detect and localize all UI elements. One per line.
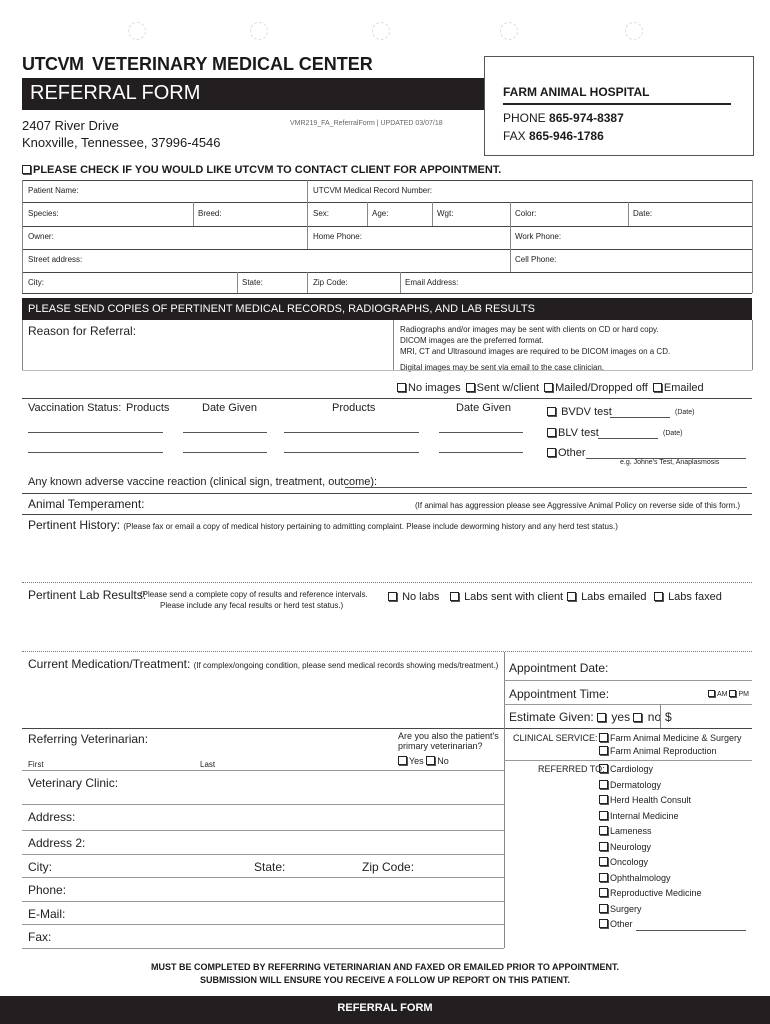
primary-vet-question-1: Are you also the patient's <box>398 731 499 741</box>
primary-yes-option[interactable] <box>398 756 424 766</box>
checkbox-icon[interactable] <box>653 383 662 392</box>
products-header-1: Products <box>126 402 170 414</box>
mailed-label: Mailed/Dropped off <box>555 382 648 394</box>
checkbox-icon[interactable] <box>388 592 397 601</box>
referring-vet-field[interactable]: Referring Veterinarian: <box>28 732 149 746</box>
other-test-label: Other <box>558 447 586 459</box>
blv-date-line[interactable] <box>598 438 658 439</box>
estimate-no-label: no <box>647 710 662 724</box>
bvdv-label: BVDV test <box>561 406 612 418</box>
footer-bar-title: REFERRAL FORM <box>337 1002 433 1014</box>
checkbox-icon[interactable] <box>547 428 556 437</box>
other-service-line[interactable] <box>636 930 746 931</box>
checkbox-icon[interactable] <box>729 690 736 697</box>
checkbox-icon[interactable] <box>547 407 556 416</box>
products-header-2: Products <box>332 402 376 414</box>
service-medicine-option[interactable] <box>599 733 742 743</box>
image-options <box>397 382 704 394</box>
service-medicine-label: Farm Animal Medicine & Surgery <box>610 733 742 743</box>
referred-to-item-label: Dermatology <box>610 779 662 790</box>
vet-fax-field[interactable]: Fax: <box>28 930 52 944</box>
service-reproduction-label: Farm Animal Reproduction <box>610 746 717 756</box>
vet-state-field[interactable]: State: <box>254 860 286 874</box>
vaccine-date-line[interactable] <box>439 452 523 453</box>
referred-to-item[interactable] <box>599 888 702 898</box>
vaccine-date-line[interactable] <box>183 432 267 433</box>
referred-to-item[interactable] <box>599 904 642 914</box>
checkbox-icon[interactable] <box>599 811 608 820</box>
referred-to-item[interactable] <box>599 873 671 883</box>
labs-faxed-label: Labs faxed <box>668 591 722 603</box>
footer-line-1: MUST BE COMPLETED BY REFERRING VETERINARIAN AND FAXED OR EMAILED PRIOR TO APPOINTMENT. <box>150 962 620 972</box>
referred-to-item-label: Internal Medicine <box>610 810 679 821</box>
contact-client-label: PLEASE CHECK IF YOU WOULD LIKE UTCVM TO CONTACT CLIENT FOR APPOINTMENT. <box>33 164 502 176</box>
vet-city-field[interactable]: City: <box>28 860 52 874</box>
estimate-no-option[interactable] <box>633 710 661 724</box>
am-pm-options <box>708 690 749 698</box>
appointment-date-field[interactable]: Appointment Date: <box>509 661 609 675</box>
owner-field[interactable]: Owner: <box>28 232 54 241</box>
vet-email-field[interactable]: E-Mail: <box>28 907 66 921</box>
checkbox-icon[interactable] <box>599 746 608 755</box>
decorative-circle <box>250 22 268 40</box>
vet-address2-field[interactable]: Address 2: <box>28 836 86 850</box>
no-labs-option[interactable] <box>388 591 439 603</box>
reason-for-referral-field[interactable]: Reason for Referral: <box>28 324 137 338</box>
breed-field[interactable]: Breed: <box>198 209 222 218</box>
vet-phone-field[interactable]: Phone: <box>28 883 67 897</box>
referred-to-item-label: Neurology <box>610 841 652 852</box>
am-option[interactable] <box>708 691 728 698</box>
checkbox-icon[interactable] <box>544 383 553 392</box>
referred-to-item[interactable] <box>599 919 633 929</box>
first-name-hint: First <box>28 760 44 769</box>
other-test-example: e.g. Johne's Test, Anaplasmosis <box>620 459 720 466</box>
emailed-option[interactable] <box>653 382 704 394</box>
labs-client-label: Labs sent with client <box>464 591 564 603</box>
street-field[interactable]: Street address: <box>28 255 83 264</box>
email-field[interactable]: Email Address: <box>405 278 459 287</box>
pm-label: PM <box>738 691 749 698</box>
fax-number: 865-946-1786 <box>529 129 604 143</box>
no-images-label: No images <box>408 382 461 394</box>
vaccine-product-line[interactable] <box>284 452 419 453</box>
cell-phone-field[interactable]: Cell Phone: <box>515 255 557 264</box>
vaccine-product-line[interactable] <box>28 452 163 453</box>
pm-option[interactable] <box>729 691 749 698</box>
referred-to-item[interactable] <box>599 842 651 852</box>
clinical-service-label: CLINICAL SERVICE: <box>513 733 598 743</box>
referred-to-item-label: Cardiology <box>610 764 654 774</box>
records-banner <box>22 298 752 320</box>
decorative-circle <box>500 22 518 40</box>
medication-label: Current Medication/Treatment: <box>28 657 191 671</box>
appointment-time-field[interactable]: Appointment Time: <box>509 687 610 701</box>
pertinent-history-label: Pertinent History: <box>28 518 121 532</box>
vet-zip-field[interactable]: Zip Code: <box>362 860 415 874</box>
checkbox-icon[interactable] <box>633 713 642 722</box>
no-images-option[interactable] <box>397 382 461 394</box>
referred-to-item-label: Surgery <box>610 903 642 914</box>
primary-no-label: No <box>437 756 449 766</box>
labs-emailed-label: Labs emailed <box>581 591 647 603</box>
bvdv-date-line[interactable] <box>610 417 670 418</box>
vaccination-status-label: Vaccination Status: <box>28 402 122 414</box>
checkbox-icon[interactable] <box>599 919 608 928</box>
checkbox-icon[interactable] <box>599 733 608 742</box>
sent-client-option[interactable] <box>466 382 539 394</box>
checkbox-icon[interactable] <box>599 764 608 773</box>
footer-line-2: SUBMISSION WILL ENSURE YOU RECEIVE A FOLLOW UP REPORT ON THIS PATIENT. <box>199 975 571 985</box>
vaccine-date-line[interactable] <box>439 432 523 433</box>
medication-field[interactable] <box>28 657 498 671</box>
temperament-note: (If animal has aggression please see Aggressive Animal Policy on reverse side of this form.) <box>415 501 741 510</box>
checkbox-icon[interactable] <box>599 780 608 789</box>
lab-note-1: (Please send a complete copy of results and reference intervals. <box>140 590 368 599</box>
radiograph-note-1: Radiographs and/or images may be sent with clients on CD or hard copy. <box>400 325 659 334</box>
work-phone-field[interactable]: Work Phone: <box>515 232 562 241</box>
checkbox-icon[interactable] <box>426 756 435 765</box>
checkbox-icon[interactable] <box>22 165 31 174</box>
species-field[interactable]: Species: <box>28 209 59 218</box>
referred-to-item-label: Herd Health Consult <box>610 795 692 805</box>
checkbox-icon[interactable] <box>599 904 608 913</box>
form-title: REFERRAL FORM <box>30 82 201 104</box>
contact-client-option[interactable] <box>22 164 501 176</box>
age-field[interactable]: Age: <box>372 209 389 218</box>
checkbox-icon[interactable] <box>398 756 407 765</box>
referred-to-item-label: Lameness <box>610 826 652 836</box>
utcvm-logo: UTCVM <box>22 54 84 74</box>
referred-to-item[interactable] <box>599 764 653 774</box>
checkbox-icon[interactable] <box>599 873 608 882</box>
blv-date-hint: (Date) <box>663 430 683 437</box>
state-field[interactable]: State: <box>242 278 263 287</box>
phone-label: PHONE <box>503 111 546 125</box>
weight-field[interactable]: Wgt: <box>437 209 454 218</box>
primary-vet-question-2: primary veterinarian? <box>398 741 483 751</box>
estimate-row <box>509 710 661 724</box>
estimate-label: Estimate Given: <box>509 710 594 724</box>
referred-to-item[interactable] <box>599 826 652 836</box>
address-line1: 2407 River Drive <box>22 118 119 133</box>
phone-number: 865-974-8387 <box>549 111 624 125</box>
labs-client-option[interactable] <box>450 591 563 603</box>
blv-test-option[interactable] <box>547 427 599 439</box>
adverse-reaction-line[interactable] <box>345 487 747 488</box>
estimate-yes-label: yes <box>611 710 631 724</box>
record-number-field[interactable]: UTCVM Medical Record Number: <box>313 186 433 195</box>
estimate-yes-option[interactable] <box>597 710 630 724</box>
color-field[interactable]: Color: <box>515 209 537 218</box>
checkbox-icon[interactable] <box>599 795 608 804</box>
vaccine-product-line[interactable] <box>28 432 163 433</box>
referred-to-item[interactable] <box>599 795 691 805</box>
checkbox-icon[interactable] <box>567 592 576 601</box>
bvdv-date-hint: (Date) <box>675 409 695 416</box>
bvdv-test-option[interactable] <box>547 406 612 418</box>
date-given-header-2: Date Given <box>456 402 512 414</box>
service-reproduction-option[interactable] <box>599 746 717 756</box>
blv-label: BLV test <box>558 427 599 439</box>
address-line2: Knoxville, Tennessee, 37996-4546 <box>22 135 221 150</box>
referred-to-item-label: Ophthalmology <box>610 872 671 883</box>
lab-results-field[interactable]: Pertinent Lab Results: <box>28 588 147 602</box>
medication-note: (If complex/ongoing condition, please send medical records showing meds/treatment.) <box>193 661 499 670</box>
date-given-header-1: Date Given <box>202 402 258 414</box>
records-banner-text: PLEASE SEND COPIES OF PERTINENT MEDICAL RECORDS, RADIOGRAPHS, AND LAB RESULTS <box>28 303 535 315</box>
decorative-circle <box>128 22 146 40</box>
radiograph-note-3: MRI, CT and Ultrasound images are required to be DICOM images on a CD. <box>400 347 671 356</box>
checkbox-icon[interactable] <box>547 448 556 457</box>
referred-to-item[interactable] <box>599 857 648 867</box>
checkbox-icon[interactable] <box>450 592 459 601</box>
other-test-option[interactable] <box>547 447 586 459</box>
decorative-circle <box>372 22 390 40</box>
checkbox-icon[interactable] <box>397 383 406 392</box>
decorative-circle <box>625 22 643 40</box>
pertinent-history-note: (Please fax or email a copy of medical history pertaining to admitting complaint. Please include deworming history and any herd test status.) <box>123 522 618 531</box>
checkbox-icon[interactable] <box>599 857 608 866</box>
labs-emailed-option[interactable] <box>567 591 647 603</box>
emailed-label: Emailed <box>663 382 704 394</box>
zip-field[interactable]: Zip Code: <box>313 278 348 287</box>
sex-field[interactable]: Sex: <box>313 209 330 218</box>
radiograph-note-4: Digital images may be sent via email to the case clinician. <box>400 363 605 372</box>
last-name-hint: Last <box>200 760 216 769</box>
city-field[interactable]: City: <box>28 278 44 287</box>
date-field[interactable]: Date: <box>633 209 653 218</box>
no-labs-label: No labs <box>402 591 440 603</box>
mailed-option[interactable] <box>544 382 648 394</box>
referred-to-item-label: Reproductive Medicine <box>610 888 702 898</box>
referred-to-item-label: Oncology <box>610 857 649 867</box>
am-label: AM <box>717 691 728 698</box>
checkbox-icon[interactable] <box>708 690 715 697</box>
referred-to-item[interactable] <box>599 811 679 821</box>
adverse-reaction-label: Any known adverse vaccine reaction (clinical sign, treatment, outcome): <box>28 476 378 488</box>
temperament-field[interactable]: Animal Temperament: <box>28 497 145 511</box>
radiograph-note-2: DICOM images are the preferred format. <box>400 336 544 345</box>
vaccine-product-line[interactable] <box>284 432 419 433</box>
sent-client-label: Sent w/client <box>476 382 540 394</box>
checkbox-icon[interactable] <box>466 383 475 392</box>
referred-to-item-label: Other <box>610 919 633 929</box>
form-code: VMR219_FA_ReferralForm | UPDATED 03/07/18 <box>290 120 443 127</box>
checkbox-icon[interactable] <box>599 842 608 851</box>
fax-label: FAX <box>503 129 526 143</box>
checkbox-icon[interactable] <box>597 713 606 722</box>
patient-name-field[interactable]: Patient Name: <box>28 186 79 195</box>
checkbox-icon[interactable] <box>654 592 663 601</box>
hospital-divider <box>503 103 731 105</box>
home-phone-field[interactable]: Home Phone: <box>313 232 362 241</box>
footer-bar <box>0 996 770 1024</box>
primary-yes-label: Yes <box>409 756 424 766</box>
primary-no-option[interactable] <box>426 756 449 766</box>
primary-vet-options <box>398 756 449 766</box>
lab-note-2: Please include any fecal results or herd test status.) <box>160 601 344 610</box>
vet-address-field[interactable]: Address: <box>28 810 76 824</box>
referred-to-label: REFERRED TO: <box>538 764 605 774</box>
hospital-name: FARM ANIMAL HOSPITAL <box>503 85 650 99</box>
pertinent-history-field[interactable] <box>28 518 618 532</box>
checkbox-icon[interactable] <box>599 826 608 835</box>
org-name: VETERINARY MEDICAL CENTER <box>92 54 373 74</box>
labs-faxed-option[interactable] <box>654 591 722 603</box>
referred-to-item[interactable] <box>599 780 661 790</box>
vet-clinic-field[interactable]: Veterinary Clinic: <box>28 776 119 790</box>
checkbox-icon[interactable] <box>599 888 608 897</box>
hospital-box <box>484 56 754 156</box>
estimate-amount-field[interactable]: $ <box>665 710 672 724</box>
vaccine-date-line[interactable] <box>183 452 267 453</box>
form-title-bar <box>22 78 484 110</box>
